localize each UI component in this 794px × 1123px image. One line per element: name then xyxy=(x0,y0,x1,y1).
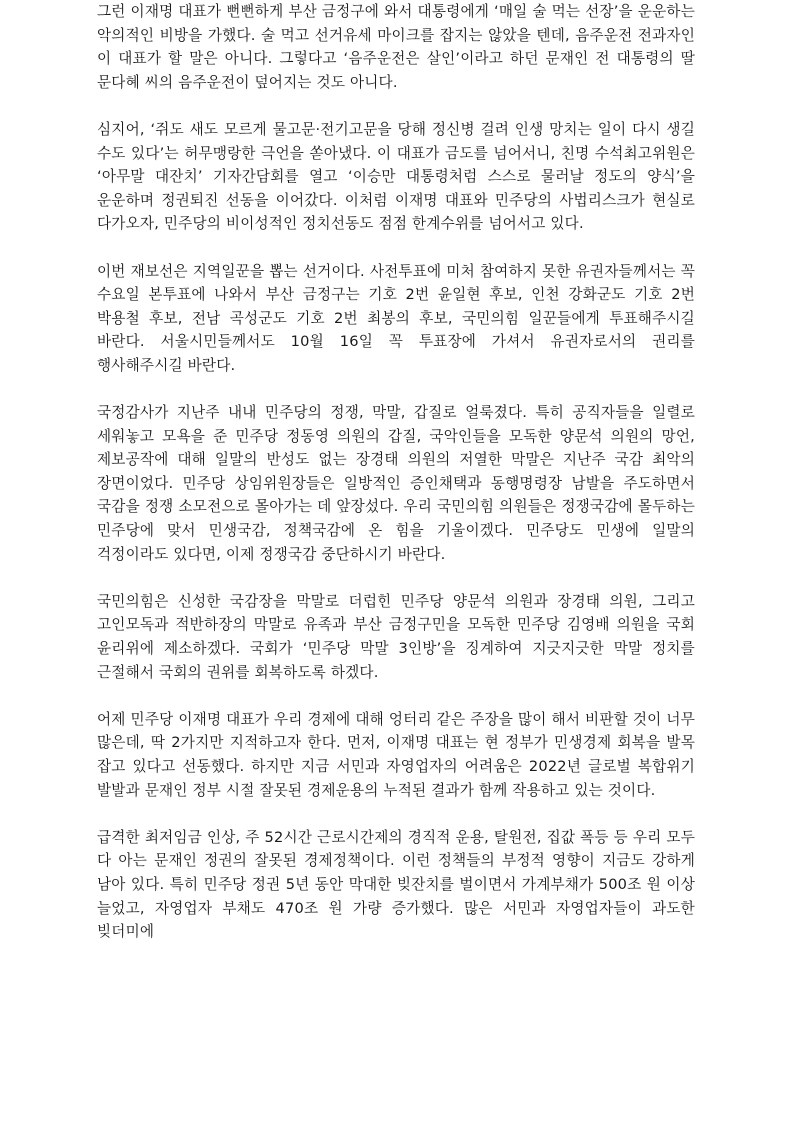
paragraph: 그런 이재명 대표가 뻔뻔하게 부산 금정구에 와서 대통령에게 ‘매일 술 먹는 선장’을 운운하는 악의적인 비방을 가했다. 술 먹고 선거유세 마이크를 잡지는 않았을 텐데, 음주운전 전과자인 이 대표가 할 말은 아니다. 그렇다고 ‘음주운전은 살인’이라고 하던 문재인 전 대통령의 딸 문다혜 씨의 음주운전이 덮어지는 것도 아니다. xyxy=(97,3,695,91)
paragraph: 국민의힘은 신성한 국감장을 막말로 더럽힌 민주당 양문석 의원과 장경태 의원, 그리고 고인모독과 적반하장의 막말로 유족과 부산 금정구민을 모독한 민주당 김영배 의원을 국회 윤리위에 제소하겠다. 국회가 ‘민주당 막말 3인방’을 징계하여 지긋지긋한 막말 정치를 근절해서 국회의 권위를 회복하도록 하겠다. xyxy=(97,592,695,681)
paragraph: 심지어, ‘쥐도 새도 모르게 물고문·전기고문을 당해 정신병 걸려 인생 망치는 일이 다시 생길 수도 있다’는 허무맹랑한 극언을 쏟아냈다. 이 대표가 금도를 넘어서니, 친명 수석최고위원은 ‘아무말 대잔치’ 기자간담회를 열고 ‘이승만 대통령처럼 스스로 물러날 정도의 양식’을 운운하며 정권퇴진 선동을 이어갔다. 이처럼 이재명 대표와 민주당의 사법리스크가 현실로 다가오자, 민주당의 비이성적인 정치선동도 점점 한계수위를 넘어서고 있다. xyxy=(97,120,695,233)
document-body xyxy=(97,0,695,967)
paragraph: 국정감사가 지난주 내내 민주당의 정쟁, 막말, 갑질로 얼룩졌다. 특히 공직자들을 일렬로 세워놓고 모욕을 준 민주당 정동영 의원의 갑질, 국악인들을 모독한 양문석 의원의 망언, 제보공작에 대해 일말의 반성도 없는 장경태 의원의 저열한 막말은 지난주 국감 최악의 장면이었다. 민주당 상임위원장들은 일방적인 증인채택과 동행명령장 남발을 주도하면서 국감을 정쟁 소모전으로 몰아가는 데 앞장섰다. 우리 국민의힘 의원들은 정쟁국감에 몰두하는 민주당에 맞서 민생국감, 정책국감에 온 힘을 기울이겠다. 민주당도 민생에 일말의 걱정이라도 있다면, 이제 정쟁국감 중단하시기 바란다. xyxy=(97,404,695,563)
paragraph: 어제 민주당 이재명 대표가 우리 경제에 대해 엉터리 같은 주장을 많이 해서 비판할 것이 너무 많은데, 딱 2가지만 지적하고자 한다. 먼저, 이재명 대표는 현 정부가 민생경제 회복을 발목 잡고 있다고 선동했다. 하지만 지금 서민과 자영업자의 어려움은 2022년 글로벌 복합위기 발발과 문재인 정부 시절 잘못된 경제운용의 누적된 결과가 함께 작용하고 있는 것이다. xyxy=(97,710,695,799)
paragraph: 이번 재보선은 지역일꾼을 뽑는 선거이다. 사전투표에 미처 참여하지 못한 유권자들께서는 꼭 수요일 본투표에 나와서 부산 금정구는 기호 2번 윤일현 후보, 인천 강화군도 기호 2번 박용철 후보, 전남 곡성군도 기호 2번 최봉의 후보, 국민의힘 일꾼들에게 투표해주시길 바란다. 서울시민들께서도 10월 16일 꼭 투표장에 가셔서 유권자로서의 권리를 행사해주시길 바란다. xyxy=(97,262,695,374)
paragraph: 급격한 최저임금 인상, 주 52시간 근로시간제의 경직적 운용, 탈원전, 집값 폭등 등 우리 모두 다 아는 문재인 정권의 잘못된 경제정책이다. 이런 정책들의 부정적 영향이 지금도 강하게 남아 있다. 특히 민주당 정권 5년 동안 막대한 빚잔치를 벌이면서 가계부채가 500조 원 이상 늘었고, 자영업자 부채도 470조 원 가량 증가했다. 많은 서민과 자영업자들이 과도한 빚더미에 xyxy=(97,828,695,941)
